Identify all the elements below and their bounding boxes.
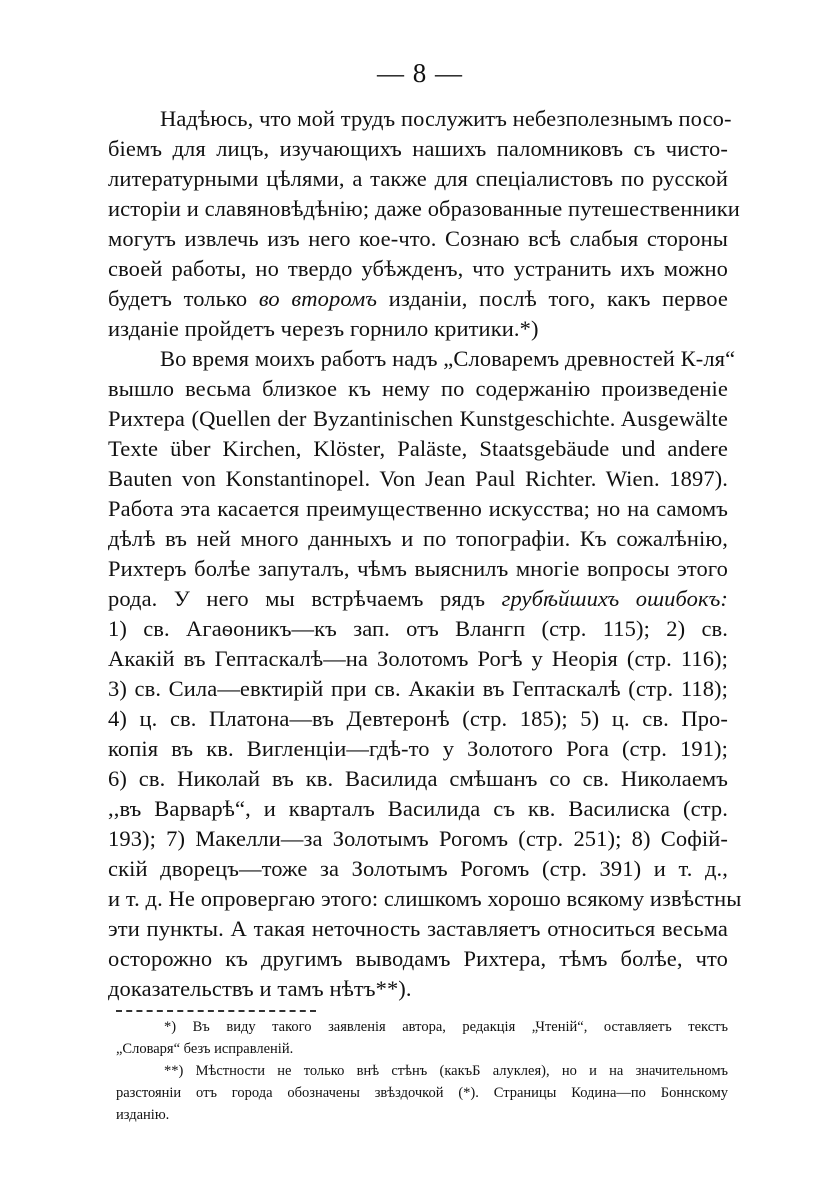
text-line: вышло весьма близкое къ нему по содержанію произведеніе (108, 376, 728, 401)
text-line: копія въ кв. Вигленціи—гдѣ-то у Золотого Рога (стр. 191); (108, 736, 728, 761)
footnote-line: **) Мѣстности не только внѣ стѣнъ (какъБ алуклея), но и на значительномъ (164, 1063, 728, 1079)
footnote-line: „Словаря“ безъ исправленій. (116, 1041, 294, 1057)
footnote-separator (116, 1010, 316, 1012)
footnote-line: разстояніи отъ города обозначены звѣздочкой (*). Страницы Кодина—по Боннскому (116, 1085, 728, 1101)
text-line: Акакій въ Гептаскалѣ—на Золотомъ Рогѣ у Неорія (стр. 116); (108, 646, 728, 671)
text-line: Texte über Kirchen, Klöster, Paläste, Staatsgebäude und andere (108, 436, 728, 461)
text-line: Рихтера (Quellen der Byzantinischen Kunstgeschichte. Ausgewälte (108, 406, 728, 431)
text-line: изданіе пройдетъ черезъ горнило критики.*) (108, 316, 539, 341)
text-line: біемъ для лицъ, изучающихъ нашихъ паломниковъ съ чисто- (108, 136, 728, 161)
footnote-1 (116, 1016, 728, 1060)
text-line: литературными цѣлями, а также для спеціалистовъ по русской (108, 166, 728, 191)
text-line (108, 584, 728, 614)
text-line: могутъ извлечь изъ него кое-что. Сознаю всѣ слабыя стороны (108, 226, 728, 251)
text-segment: рода. У него мы встрѣчаемъ рядъ (108, 586, 502, 611)
body-text (108, 104, 742, 1004)
text-segment: будетъ только (108, 286, 259, 311)
text-line: дѣлѣ въ ней много данныхъ и по топографіи. Къ сожалѣнію, (108, 526, 728, 551)
text-line: скій дворецъ—тоже за Золотымъ Рогомъ (стр. 391) и т. д., (108, 856, 728, 881)
text-line: Во время моихъ работъ надъ „Словаремъ древностей К-ля“ (160, 346, 736, 371)
italic-phrase: во второмъ (258, 286, 378, 311)
text-line: 3) св. Сила—евктирій при св. Акакіи въ Гептаскалѣ (стр. 118); (108, 676, 728, 701)
text-line: исторіи и славяновѣдѣнію; даже образованные путешественники (108, 196, 740, 221)
text-line: доказательствъ и тамъ нѣтъ**). (108, 976, 412, 1001)
text-line: своей работы, но твердо убѣжденъ, что устранить ихъ можно (108, 256, 728, 281)
text-line: Рихтеръ болѣе запуталъ, чѣмъ выяснилъ многіе вопросы этого (108, 556, 728, 581)
text-line: 1) св. Агаѳоникъ—къ зап. отъ Влангп (стр. 115); 2) св. (108, 616, 728, 641)
italic-phrase: грубѣйшихъ ошибокъ: (501, 586, 728, 611)
text-segment: изданіи, послѣ того, какъ первое (377, 286, 729, 311)
footnote-line: *) Въ виду такого заявленія автора, редакція „Чтеній“, оставляетъ текстъ (164, 1019, 728, 1035)
paragraph-1 (108, 104, 740, 344)
text-line: Bauten von Konstantinopel. Von Jean Paul Richter. Wien. 1897). (108, 466, 728, 491)
text-line: Работа эта касается преимущественно искусства; но на самомъ (108, 496, 728, 521)
footnotes (116, 1016, 728, 1126)
text-line: 193); 7) Макелли—за Золотымъ Рогомъ (стр. 251); 8) Софій- (108, 826, 728, 851)
text-line (108, 284, 728, 314)
footnote-2 (116, 1060, 728, 1126)
text-line: 4) ц. св. Платона—въ Девтеронѣ (стр. 185); 5) ц. св. Про- (108, 706, 728, 731)
text-line: эти пункты. А такая неточность заставляетъ относиться весьма (108, 916, 728, 941)
paragraph-2 (108, 344, 742, 1004)
text-line: 6) св. Николай въ кв. Василида смѣшанъ со св. Николаемъ (108, 766, 728, 791)
page-number: — 8 — (377, 58, 463, 88)
footnote-line: изданію. (116, 1107, 170, 1123)
text-line: Надѣюсь, что мой трудъ послужитъ небезполезнымъ посо- (160, 106, 732, 131)
text-line: ,,въ Варварѣ“, и кварталъ Василида съ кв. Василиска (стр. (108, 796, 728, 821)
text-line: осторожно къ другимъ выводамъ Рихтера, тѣмъ болѣе, что (108, 946, 728, 971)
text-line: и т. д. Не опровергаю этого: слишкомъ хорошо всякому извѣстны (108, 886, 742, 911)
